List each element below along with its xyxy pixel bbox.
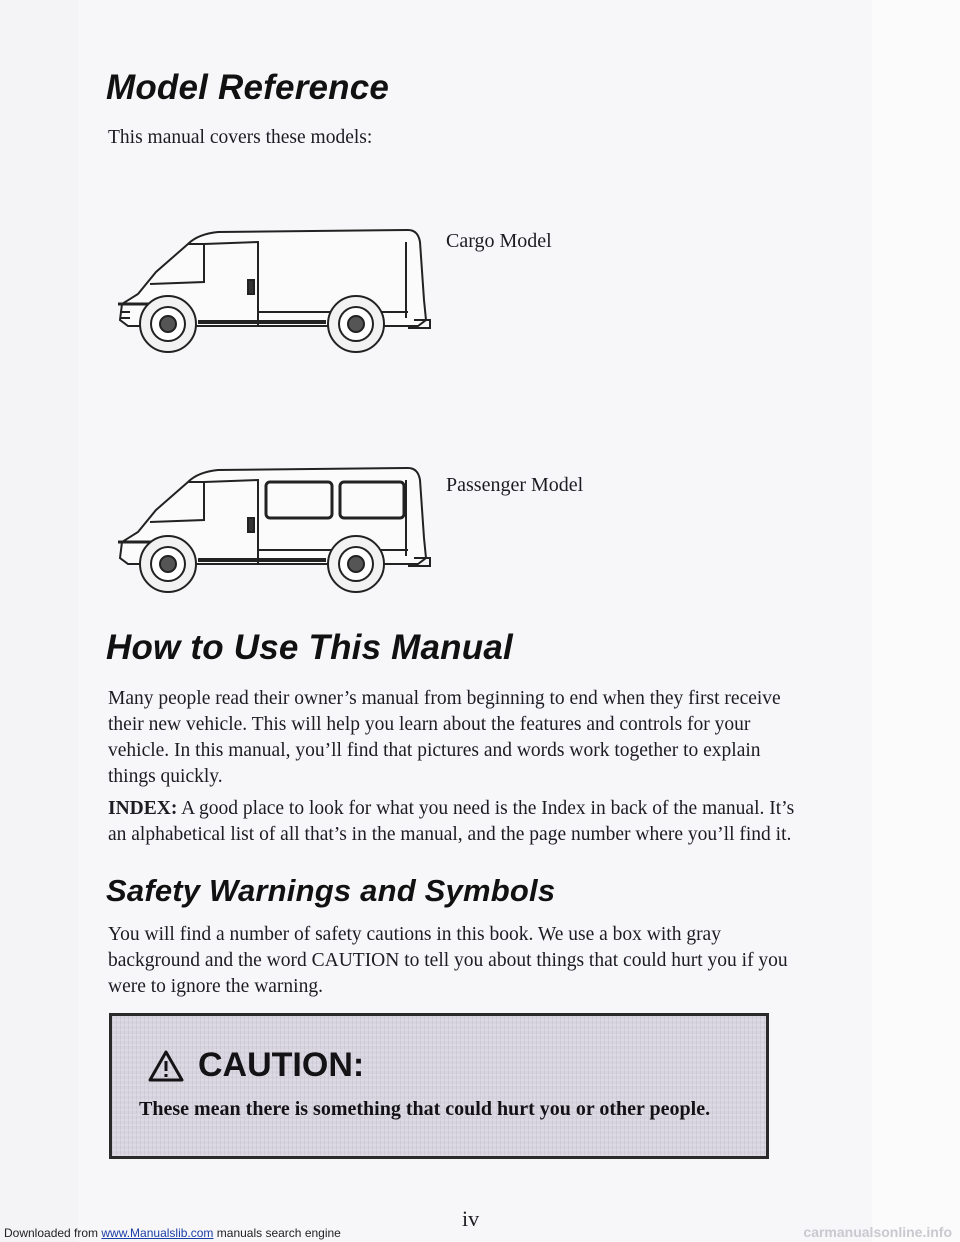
page-number: iv — [462, 1206, 480, 1231]
cargo-model-label: Cargo Model — [446, 230, 552, 252]
passenger-model-label: Passenger Model — [446, 474, 584, 496]
index-paragraph — [108, 796, 798, 848]
caution-text: These mean there is something that could hurt you or other people. — [139, 1098, 711, 1120]
footer-suffix: manuals search engine — [213, 1226, 341, 1240]
intro-text: This manual covers these models: — [108, 127, 373, 148]
index-lead: INDEX: — [108, 798, 178, 819]
watermark-text: carmanualsonline.info — [803, 1224, 952, 1240]
caution-box — [109, 1013, 769, 1159]
caution-title: CAUTION: — [198, 1046, 365, 1084]
manualslib-link[interactable]: www.Manualslib.com — [101, 1226, 214, 1240]
caution-header — [148, 1046, 364, 1085]
passenger-van-icon — [108, 460, 438, 600]
model-reference-heading: Model Reference — [106, 68, 390, 107]
index-text: A good place to look for what you need is the Index in back of the manual. It’s an alphabetical list of all that’s in the manual, and the page number where you’ll find it. — [108, 798, 795, 845]
footer-prefix: Downloaded from — [4, 1226, 102, 1240]
page-margin — [872, 0, 960, 1242]
warning-triangle-icon — [148, 1050, 184, 1082]
cargo-van-icon — [108, 222, 438, 360]
download-footer — [4, 1226, 341, 1240]
how-to-use-paragraph: Many people read their owner’s manual from beginning to end when they first receive their new vehicle. This will help you learn about the features and controls for your vehicle. In this manual, you’ll find that pictures and words work together to explain things quickly. — [108, 688, 781, 787]
safety-paragraph: You will find a number of safety cautions in this book. We use a box with gray background and the word CAUTION to tell you about things that could hurt you if you were to ignore the warning. — [108, 924, 788, 997]
how-to-use-heading: How to Use This Manual — [106, 628, 513, 667]
safety-heading: Safety Warnings and Symbols — [106, 873, 556, 908]
